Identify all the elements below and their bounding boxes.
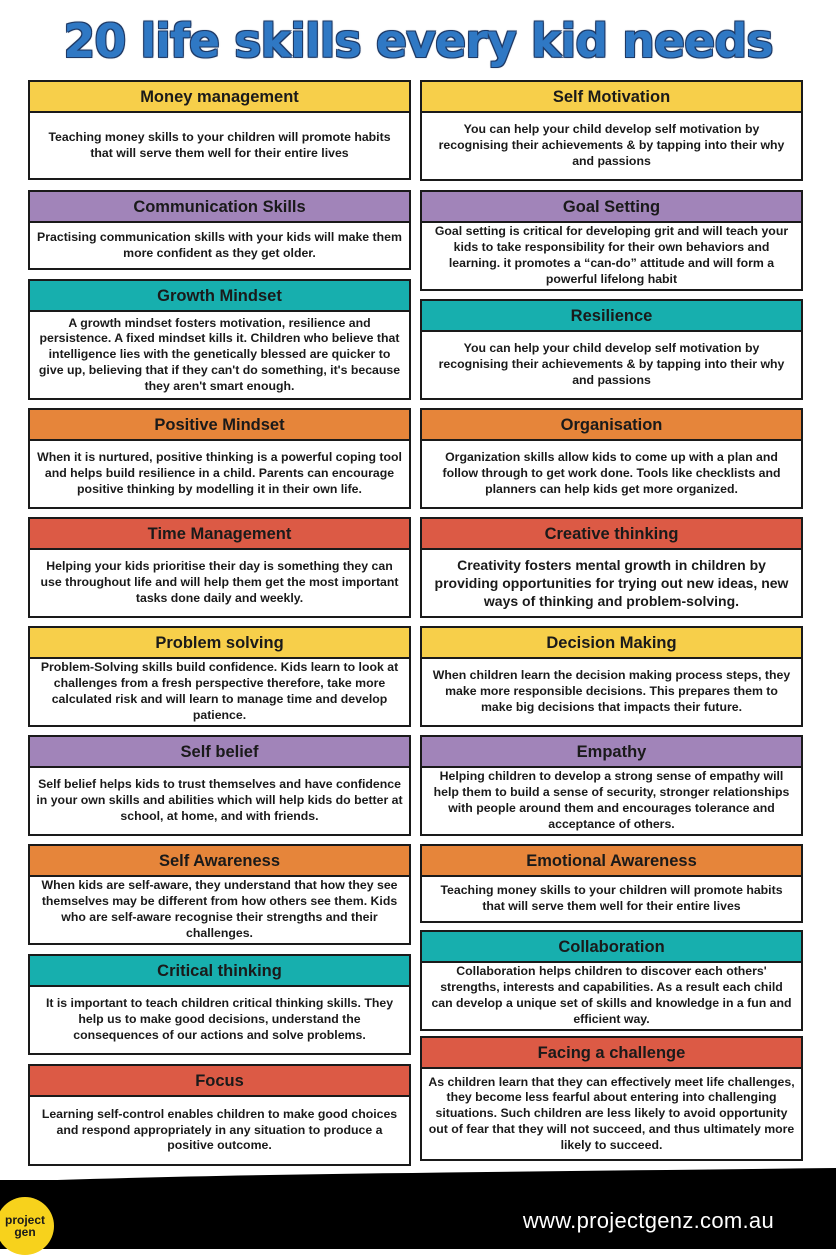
page-title: 20 life skills every kid needs	[63, 14, 773, 68]
skill-description: Goal setting is critical for developing grit and will teach your kids to take responsibility for their own behaviors and learning. it promotes a “can-do” attitude and will form a powerful lifelong habit	[434, 224, 789, 286]
skill-card-self-belief	[28, 735, 411, 836]
skill-description: Helping your kids prioritise their day is something they can use throughout life and will help them get the most important tasks done daily and weekly.	[40, 559, 399, 605]
skill-heading: Growth Mindset	[30, 281, 409, 312]
skill-card-empathy	[420, 735, 803, 836]
skill-card-money-management	[28, 80, 411, 180]
skill-card-time-management	[28, 517, 411, 618]
skill-heading: Time Management	[30, 519, 409, 550]
logo-text-line1: project	[4, 1213, 45, 1227]
skill-card-growth-mindset	[28, 279, 411, 400]
skill-description: Teaching money skills to your children will promote habits that will serve them well for their entire lives	[48, 129, 391, 160]
skill-description: Collaboration helps children to discover each others' strengths, interests and capabilities. As a result each child can develop a unique set of skills and knowledge in a fun and efficient way.	[431, 964, 792, 1026]
skill-description: It is important to teach children critical thinking skills. They help us to make good decisions, understand the consequences of our actions and solve problems.	[45, 996, 394, 1042]
skill-heading: Critical thinking	[30, 956, 409, 987]
skill-heading: Self Motivation	[422, 82, 801, 113]
skill-heading: Self belief	[30, 737, 409, 768]
skill-description: When children learn the decision making process steps, they make more responsible decisions. This prepares them to make big decisions that impacts their future.	[432, 668, 791, 714]
skill-card-communication-skills	[28, 190, 411, 270]
skill-card-resilience	[420, 299, 803, 400]
skill-heading: Positive Mindset	[30, 410, 409, 441]
skill-description: Practising communication skills with your kids will make them more confident as they get older.	[37, 229, 402, 260]
skill-description: Problem-Solving skills build confidence. Kids learn to look at challenges from a fresh perspective therefore, take more calculated risk and will learn to manage time and develop patience.	[40, 660, 399, 722]
skill-card-goal-setting	[420, 190, 803, 291]
skill-description: When kids are self-aware, they understand that how they see themselves may be different from how others see them. Kids who are self-aware recognise their strengths and their challenges.	[41, 878, 398, 940]
skill-description: A growth mindset fosters motivation, resilience and persistence. A fixed mindset kills it. Children who believe that intelligence lies with the genetically blessed are quicker to give up, believing that if they can't do something, it's because they aren't smart enough.	[38, 315, 401, 393]
skill-heading: Facing a challenge	[422, 1038, 801, 1069]
skill-heading: Emotional Awareness	[422, 846, 801, 877]
skill-card-organisation	[420, 408, 803, 509]
skill-card-collaboration	[420, 930, 803, 1031]
skill-card-problem-solving	[28, 626, 411, 727]
skill-card-self-motivation	[420, 80, 803, 181]
skill-description: You can help your child develop self motivation by recognising their achievements & by tapping into their why and passions	[438, 122, 785, 168]
skill-heading: Decision Making	[422, 628, 801, 659]
skill-card-creative-thinking	[420, 517, 803, 618]
skill-description: Organization skills allow kids to come up with a plan and follow through to get work done. Tools like checklists and planners can help kids get more organized.	[442, 450, 781, 496]
skill-heading: Collaboration	[422, 932, 801, 963]
skill-heading: Organisation	[422, 410, 801, 441]
skill-description: As children learn that they can effectively meet life challenges, they become less fearful about entering into challenging situations. Such children are less likely to avoid opportunity out of fear that they will not succeed, and thus ultimately more likely to succeed.	[428, 1074, 795, 1152]
skill-heading: Empathy	[422, 737, 801, 768]
skill-description: Teaching money skills to your children will promote habits that will serve them well for their entire lives	[440, 883, 783, 913]
skill-heading: Focus	[30, 1066, 409, 1097]
skill-description: Helping children to develop a strong sense of empathy will help them to build a sense of security, stronger relationships with people around them and encourages tolerance and acceptance of others.	[433, 769, 790, 831]
skill-card-positive-mindset	[28, 408, 411, 509]
skill-description: You can help your child develop self motivation by recognising their achievements & by tapping into their why and passions	[438, 341, 785, 387]
skill-card-decision-making	[420, 626, 803, 727]
skill-card-self-awareness	[28, 844, 411, 945]
skill-description: Self belief helps kids to trust themselves and have confidence in your own skills and abilities which will help kids do better at school, at home, and with friends.	[36, 777, 403, 823]
skill-heading: Self Awareness	[30, 846, 409, 877]
skill-heading: Creative thinking	[422, 519, 801, 550]
skill-description: Learning self-control enables children to make good choices and respond appropriately in any situation to produce a positive outcome.	[41, 1106, 398, 1153]
skill-card-critical-thinking	[28, 954, 411, 1055]
skill-card-emotional-awareness	[420, 844, 803, 923]
website-url[interactable]: www.projectgenz.com.au	[522, 1208, 774, 1233]
skill-description: Creativity fosters mental growth in children by providing opportunities for trying out new ideas, new ways of thinking and problem-solving.	[434, 557, 789, 609]
skill-heading: Problem solving	[30, 628, 409, 659]
logo-text-line2: gen	[14, 1225, 36, 1239]
skill-heading: Money management	[30, 82, 409, 113]
skill-description: When it is nurtured, positive thinking is a powerful coping tool and helps build resilience in a child. Parents can encourage positive thinking by modelling it in their own life.	[37, 450, 402, 496]
skill-heading: Goal Setting	[422, 192, 801, 223]
skill-heading: Resilience	[422, 301, 801, 332]
skill-card-focus	[28, 1064, 411, 1166]
skill-card-facing-a-challenge	[420, 1036, 803, 1161]
skill-heading: Communication Skills	[30, 192, 409, 223]
